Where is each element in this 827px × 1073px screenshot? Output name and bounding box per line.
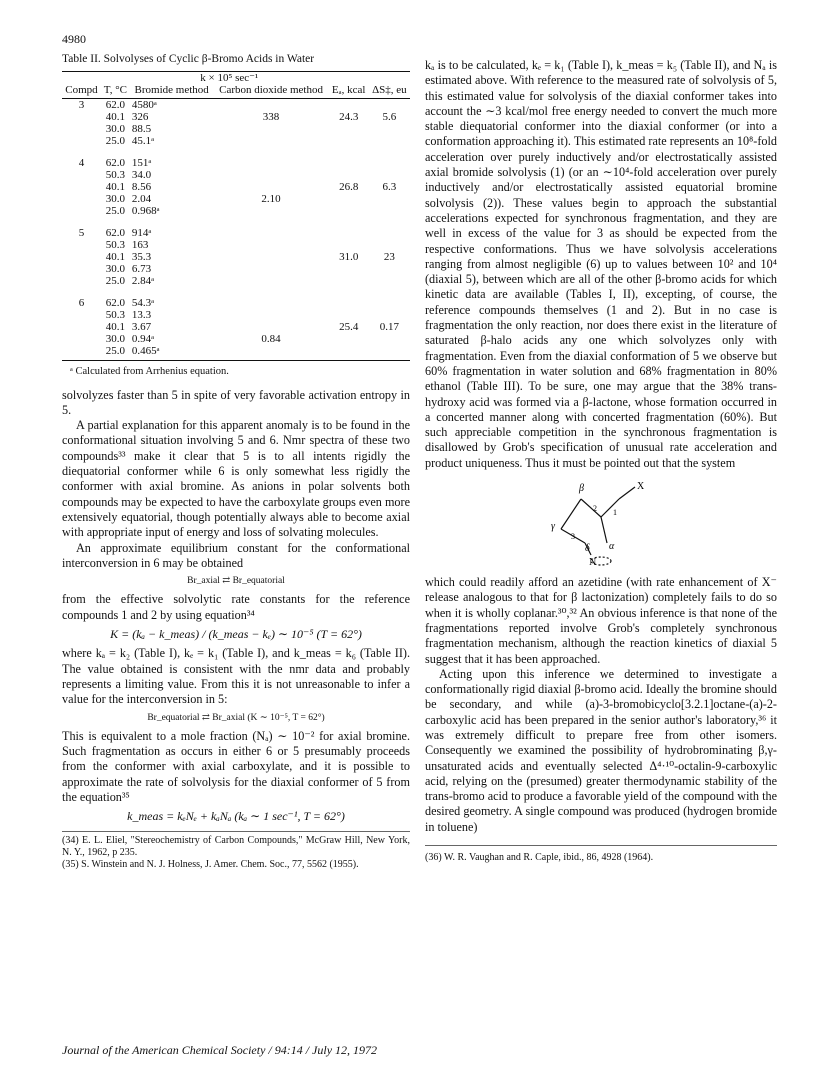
table-cell	[369, 123, 410, 135]
table-cell	[213, 147, 328, 169]
equation: k_meas = kₑNₑ + kₐNₐ (kₐ ∼ 1 sec⁻¹, T = 62°)	[127, 809, 345, 824]
table-cell: 40.1	[105, 111, 125, 124]
table-caption: Table II. Solvolyses of Cyclic β-Bromo Acids in Water	[62, 53, 315, 65]
table-row	[62, 345, 410, 361]
table-cell	[213, 321, 328, 333]
table-cell: 23	[383, 251, 395, 264]
cell-compd	[62, 123, 101, 135]
table-cell	[369, 333, 410, 345]
paragraph: A partial explanation for this apparent anomaly is to be found in the conformational situation involving 5 and 6. Nmr spectra of these two compounds³³ make it clear that 5 is to all intents rigidly the diequatorial conformer while 6 is only somewhat less rigidly the conformer with axial bromine. As anions in polar solvents both compounds may be expected to have the carboxylate groups even more extensively equatorial, though potentially always able to become axial with appropriate input of energy and loss of solvating molecules.	[62, 418, 410, 540]
table-cell	[329, 169, 369, 181]
table-cell: 35.3	[131, 251, 152, 264]
table-cell: 24.3	[339, 111, 359, 124]
struct-label: X	[637, 481, 645, 493]
table-cell	[213, 263, 328, 275]
table-cell: 45.1ᵃ	[131, 135, 155, 148]
table-cell: 8.56	[131, 181, 152, 194]
table-cell: 4580ᵃ	[131, 99, 157, 112]
table-cell: 31.0	[339, 251, 359, 264]
table-cell: 0.84	[261, 333, 281, 346]
cell-compd	[62, 239, 101, 251]
table-cell	[369, 239, 410, 251]
table-cell	[213, 123, 328, 135]
table-row	[62, 135, 410, 147]
paragraph: This is equivalent to a mole fraction (Nₐ) ∼ 10⁻² for axial bromine. Such fragmentation as occurs in either 6 or 5 presumably proceeds from the conformer with axial carboxylate, and it is possible to approximate the rate of solvolysis for the diaxial conformer of 5 from the equation³⁵	[62, 728, 410, 805]
table-cell: 914ᵃ	[131, 227, 152, 240]
table-cell	[369, 217, 410, 239]
table-cell	[213, 345, 328, 361]
paragraph: An approximate equilibrium constant for the conformational interconversion in 6 may be obtained	[62, 540, 410, 570]
cell-compd	[62, 275, 101, 287]
page-number: 4980	[62, 32, 86, 46]
table-cell: 50.3	[105, 309, 125, 322]
table-cell	[329, 193, 369, 205]
table-cell	[213, 287, 328, 309]
table-cell: 25.0	[105, 135, 125, 148]
table-cell	[329, 287, 369, 309]
table-cell	[329, 239, 369, 251]
table-body	[62, 99, 410, 361]
struct-label: δ	[585, 543, 590, 555]
table-cell: 30.0	[105, 333, 125, 346]
table-cell	[329, 217, 369, 239]
table-cell: 2.04	[131, 193, 152, 206]
header-ea: Eₐ, kcal	[329, 84, 369, 99]
table-cell	[213, 135, 328, 147]
table-cell: 151ᵃ	[131, 157, 152, 170]
table-cell: 40.1	[105, 251, 125, 264]
table-cell: 25.4	[339, 321, 359, 334]
table-cell: 0.17	[379, 321, 399, 334]
table-row	[62, 275, 410, 287]
struct-label: α	[609, 541, 615, 553]
table-cell	[213, 181, 328, 193]
header-bromide: Bromide method	[130, 84, 214, 99]
cell-compd	[62, 135, 101, 147]
data-table	[62, 71, 410, 361]
cell-compd: 6	[78, 297, 85, 310]
table-cell	[329, 205, 369, 217]
cell-compd: 4	[78, 157, 85, 170]
table-cell	[369, 169, 410, 181]
table-row	[62, 239, 410, 251]
table-cell	[369, 309, 410, 321]
cell-compd	[62, 193, 101, 205]
table-cell	[329, 263, 369, 275]
table-cell	[213, 275, 328, 287]
cell-compd	[62, 345, 101, 361]
table-cell	[329, 333, 369, 345]
cell-compd: 3	[78, 99, 85, 112]
table-cell	[329, 309, 369, 321]
table-cell: 338	[262, 111, 280, 124]
right-column	[425, 58, 777, 865]
table-cell	[369, 287, 410, 309]
table-cell	[369, 205, 410, 217]
reference: (34) E. L. Eliel, "Stereochemistry of Carbon Compounds," McGraw Hill, New York, N. Y., 1962, p 235.	[62, 834, 410, 858]
table-cell: 6.73	[131, 263, 152, 276]
table-cell	[329, 135, 369, 147]
table-cell	[213, 217, 328, 239]
table-cell	[329, 147, 369, 169]
table-cell: 25.0	[101, 345, 130, 361]
table-cell: 25.0	[105, 275, 125, 288]
header-co2: Carbon dioxide method	[213, 84, 328, 99]
table-cell: 13.3	[131, 309, 152, 322]
table-row	[62, 111, 410, 123]
equation: Br_axial ⇄ Br_equatorial	[187, 576, 285, 587]
table-cell: 326	[131, 111, 149, 124]
table-row	[62, 147, 410, 169]
table-cell: 30.0	[105, 263, 125, 276]
table-cell: 34.0	[131, 169, 152, 182]
table-cell: 62.0	[105, 227, 125, 240]
table-cell: 0.94ᵃ	[131, 333, 155, 346]
header-ds: ΔS‡, eu	[369, 84, 410, 99]
struct-label: 2	[593, 504, 597, 514]
header-temp: T, °C	[101, 84, 130, 99]
struct-label: β	[579, 483, 584, 495]
paragraph: from the effective solvolytic rate constants for the reference compounds 1 and 2 by using equation³⁴	[62, 592, 410, 622]
cell-compd	[62, 205, 101, 217]
table-cell: 5.6	[382, 111, 397, 124]
paragraph: Acting upon this inference we determined to investigate a conformationally rigid diaxial β-bromo acid. Ideally the bromine should be secondary, and while (a)-3-bromobicyclo[3.2.1]octane-(a)-2-carboxylic acid has been prepared in the senior author's laboratory,³⁶ it was extremely difficult to prepare free from other isomers. Consequently we examined the possibility of hydrobrominating β,γ-unsaturated acids and eventually selected Δ⁴·¹⁰-octalin-9-carboxylic acid, relying on the (presumed) greater thermodynamic stability of the trans-bromo acid to produce a favorable yield of the compound with the desired geometry. A single compound was produced (hydrogen bromide in toluene)	[425, 666, 777, 834]
cell-compd: 5	[78, 227, 85, 240]
table-cell	[213, 99, 328, 112]
paragraph: which could readily afford an azetidine (with rate enhancement of X⁻ release analogous to that for β lactonization) completely fails to do so when it is wholly coplanar.³⁰,³² An obvious inference is that none of the fragmentations reported involve Grob's completely synchronous fragmentation mechanism, although the reaction kinetics of diaxial 5 suggest that it has been approached.	[425, 575, 777, 666]
table-cell: 62.0	[105, 297, 125, 310]
table-cell	[369, 345, 410, 361]
table-cell	[213, 239, 328, 251]
header-compd: Compd	[62, 84, 101, 99]
table-cell	[213, 309, 328, 321]
table-cell: 0.465ᵃ	[130, 345, 214, 361]
table-row	[62, 217, 410, 239]
struct-label: γ	[551, 521, 555, 533]
table-row	[62, 123, 410, 135]
table-cell	[369, 275, 410, 287]
table-row	[62, 193, 410, 205]
table-cell	[329, 345, 369, 361]
table-cell	[369, 193, 410, 205]
table-cell: 2.10	[261, 193, 281, 206]
struct-label: 1	[613, 508, 617, 518]
table-row	[62, 333, 410, 345]
table-cell: 30.0	[105, 193, 125, 206]
azetidine-structure-diagram	[545, 477, 655, 569]
table-cell: 40.1	[105, 321, 125, 334]
table-cell: 50.3	[105, 169, 125, 182]
group-header: k × 10⁵ sec⁻¹	[130, 72, 329, 85]
equation: K = (kₐ − k_meas) / (k_meas − kₑ) ∼ 10⁻⁵ (T = 62°)	[110, 627, 362, 642]
cell-compd	[62, 309, 101, 321]
table-cell: 6.3	[382, 181, 397, 194]
references	[62, 831, 410, 871]
table-cell	[213, 251, 328, 263]
left-column	[62, 52, 410, 871]
paragraph: kₐ is to be calculated, kₑ = k₁ (Table I), k_meas = k₅ (Table II), and Nₐ is estimated above. With reference to the measured rate of solvolysis of 5, this estimated value for solvolysis of the diaxial conformer takes into account the ∼3 kcal/mol free energy needed to convert the much more stable diequatorial conformer into the diaxial conformer (or into a conformation approaching it). This estimated rate represents an 10⁸-fold acceleration over purely inductively and/or electrostatically assisted axial bromide solvolysis (1) (or an ∼10⁴-fold acceleration over purely inductively and/or electrostatically assisted equatorial bromine solvolysis (2)). These values begin to approach the substantial accelerations expected for synchronous fragmentation, and they are well in excess of the value for 3 as should be expected from the respective conformations. Thus we have solvolysis accelerations ranging from almost negligible (6) up to values between 10² and 10⁴ (diaxial 5), between which are all of the other β-bromo acids for which kinetic data are available (Tables I, II), excepting, of course, the reference compounds themselves (1 and 2). But in no case is fragmentation the only reaction, nor does there exist in the literature of saturated β-halo acids any one which solvolyzes only with fragmentation. Even from the diaxial conformation of 5 we observe but 60% fragmentation in water solution and 68% fragmentation in 80% ethanol (Table III). To be sure, one may argue that the 38% trans-hydroxy acid was formed via a β-lactone, whose formation occurred in a concerted manner along with concerted fragmentation (60%). But such appreciable competition in the synchronous fragmentation is disallowed by Grob's specification of unusual rate acceleration and product uniqueness. Thus it must be pointed out that the system	[425, 58, 777, 470]
table-cell: 88.5	[131, 123, 152, 136]
cell-compd	[62, 333, 101, 345]
paragraph: solvolyzes faster than 5 in spite of very favorable activation entropy in 5.	[62, 387, 410, 417]
table-cell	[329, 123, 369, 135]
table-cell: 62.0	[105, 99, 125, 112]
table-cell: 54.3ᵃ	[131, 297, 155, 310]
cell-compd	[62, 169, 101, 181]
cell-compd	[62, 263, 101, 275]
table-row	[62, 205, 410, 217]
cell-compd	[62, 181, 101, 193]
table-cell: 50.3	[105, 239, 125, 252]
table-cell: 62.0	[105, 157, 125, 170]
table-cell: 25.0	[105, 205, 125, 218]
reference: (35) S. Winstein and N. J. Holness, J. Amer. Chem. Soc., 77, 5562 (1955).	[62, 858, 359, 870]
journal-footer: Journal of the American Chemical Society / 94:14 / July 12, 1972	[62, 1043, 378, 1057]
struct-label: N	[589, 557, 597, 569]
table-cell: 2.84ᵃ	[131, 275, 155, 288]
table-cell: 26.8	[339, 181, 359, 194]
table-cell: 163	[131, 239, 149, 252]
table-cell: 40.1	[105, 181, 125, 194]
table-cell: 30.0	[105, 123, 125, 136]
table-cell	[329, 275, 369, 287]
table-cell	[213, 205, 328, 217]
table-row	[62, 251, 410, 263]
equation: Br_equatorial ⇄ Br_axial (K ∼ 10⁻⁵, T = 62°)	[147, 712, 325, 723]
table-cell	[369, 135, 410, 147]
table-cell	[369, 263, 410, 275]
struct-label: 3	[571, 532, 575, 542]
table-row	[62, 321, 410, 333]
table-row	[62, 181, 410, 193]
cell-compd	[62, 321, 101, 333]
reference: (36) W. R. Vaughan and R. Caple, ibid., 86, 4928 (1964).	[425, 845, 777, 865]
table-cell	[369, 147, 410, 169]
table-cell	[369, 99, 410, 112]
table-row	[62, 309, 410, 321]
table-footnote: ᵃ Calculated from Arrhenius equation.	[70, 366, 229, 378]
table-row	[62, 169, 410, 181]
table-cell	[213, 169, 328, 181]
cell-compd	[62, 251, 101, 263]
table-cell	[329, 99, 369, 112]
table-row	[62, 99, 410, 112]
table-cell: 3.67	[131, 321, 152, 334]
table-cell: 0.968ᵃ	[131, 205, 160, 218]
table-row	[62, 287, 410, 309]
paragraph: where kₐ = k₂ (Table I), kₑ = k₁ (Table I), and k_meas = k₆ (Table II). The value obtained is consistent with the nmr data and probably represents a limiting value. From this it is not unreasonable to infer a value for the interconversion in 5:	[62, 646, 410, 707]
cell-compd	[62, 111, 101, 123]
table-row	[62, 263, 410, 275]
